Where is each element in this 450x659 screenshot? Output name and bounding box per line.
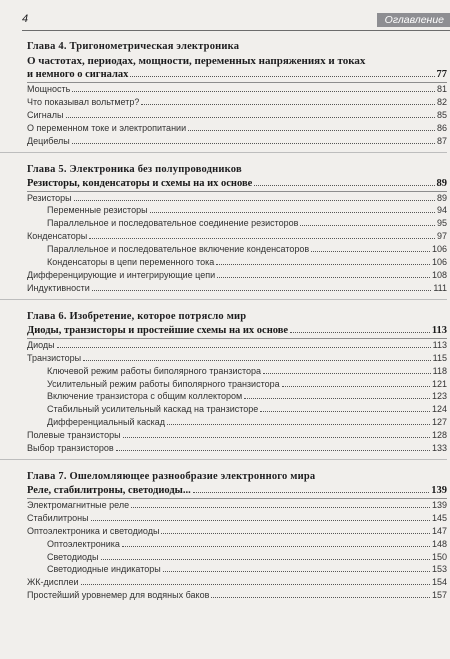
toc-entry[interactable]	[27, 499, 447, 512]
toc-entry[interactable]	[27, 269, 447, 282]
table-of-contents	[27, 40, 447, 602]
toc-subentry[interactable]	[27, 204, 447, 217]
chapter-section	[27, 459, 447, 602]
page-ref: 150	[431, 551, 447, 562]
toc-entry[interactable]	[27, 83, 447, 96]
header-rule	[22, 30, 450, 31]
page-ref: 86	[436, 122, 447, 133]
chapter-title: Диоды, транзисторы и простейшие схемы на их основе	[27, 324, 289, 336]
toc-entry[interactable]	[27, 230, 447, 243]
page-ref: 106	[431, 257, 447, 268]
entry-title: Децибелы	[27, 135, 70, 146]
leader-dots	[122, 546, 430, 547]
entry-title: Оптоэлектроника и светодиоды	[27, 525, 160, 536]
page-ref: 106	[431, 244, 447, 255]
section-separator	[0, 299, 447, 300]
chapter-section	[27, 299, 447, 455]
entry-title: Выбор транзисторов	[27, 443, 114, 454]
leader-dots	[130, 76, 434, 77]
toc-subentry[interactable]	[27, 378, 447, 391]
toc-entry[interactable]	[27, 352, 447, 365]
entry-title: Ключевой режим работы биполярного транзистора	[47, 365, 262, 376]
entry-title: Простейший уровнемер для водяных баков	[27, 590, 210, 601]
page-ref: 89	[436, 177, 447, 189]
page-ref: 147	[431, 525, 447, 536]
toc-entry[interactable]	[27, 339, 447, 352]
leader-dots	[57, 347, 431, 348]
toc-entry[interactable]	[27, 429, 447, 442]
page-number: 4	[22, 13, 29, 25]
leader-dots	[161, 533, 430, 534]
chapter-section	[27, 152, 447, 295]
leader-dots	[260, 411, 430, 412]
toc-subentry[interactable]	[27, 390, 447, 403]
page-ref: 154	[431, 577, 447, 588]
page-ref: 85	[436, 109, 447, 120]
section-separator	[0, 152, 447, 153]
page-ref: 87	[436, 135, 447, 146]
leader-dots	[123, 437, 430, 438]
toc-entry[interactable]	[27, 135, 447, 148]
leader-dots	[311, 251, 430, 252]
chapter-title: Реле, стабилитроны, светодиоды...	[27, 484, 191, 496]
entry-title: Включение транзистора с общим коллектором	[47, 391, 243, 402]
entry-title: Стабильный усилительный каскад на транзисторе	[47, 404, 259, 415]
toc-entry[interactable]	[27, 512, 447, 525]
leader-dots	[116, 450, 430, 451]
entry-title: Светодиодные индикаторы	[47, 564, 161, 575]
page-ref: 133	[431, 443, 447, 454]
entry-title: Светодиоды	[47, 551, 99, 562]
toc-subentry[interactable]	[27, 538, 447, 551]
entry-title: Дифференциальный каскад	[47, 417, 166, 428]
entry-title: Мощность	[27, 84, 71, 94]
page-ref: 145	[431, 512, 447, 523]
chapter-heading: Глава 6. Изобретение, которое потрясло мир	[27, 310, 247, 322]
page-ref: 127	[431, 417, 447, 428]
chapter-title-row[interactable]	[27, 484, 447, 498]
leader-dots	[83, 360, 431, 361]
page-ref: 128	[431, 430, 447, 441]
leader-dots	[92, 290, 432, 291]
page-ref: 82	[436, 96, 447, 107]
leader-dots	[81, 584, 430, 585]
entry-title: Усилительный режим работы биполярного транзистора	[47, 378, 280, 389]
chapter-section	[27, 40, 447, 148]
toc-entry[interactable]	[27, 96, 447, 109]
page-ref: 157	[431, 590, 447, 601]
leader-dots	[263, 373, 431, 374]
page-ref: 113	[431, 324, 447, 336]
toc-subentry[interactable]	[27, 403, 447, 416]
leader-dots	[290, 332, 430, 333]
entry-title: Сигналы	[27, 109, 64, 120]
entry-title: ЖК-дисплеи	[27, 577, 79, 588]
toc-entry[interactable]	[27, 109, 447, 122]
page-ref: 148	[431, 538, 447, 549]
chapter-title-row[interactable]	[27, 324, 447, 338]
section-separator	[0, 459, 447, 460]
entry-title: Электромагнитные реле	[27, 499, 130, 510]
leader-dots	[217, 277, 430, 278]
toc-subentry[interactable]	[27, 243, 447, 256]
page-ref: 139	[431, 499, 447, 510]
chapter-title: Резисторы, конденсаторы и схемы на их основе	[27, 177, 253, 189]
entry-title: Диоды	[27, 339, 55, 350]
leader-dots	[282, 386, 430, 387]
running-head: Оглавление	[377, 13, 450, 27]
entry-title: Конденсаторы в цепи переменного тока	[47, 257, 215, 268]
page-ref: 115	[432, 352, 447, 363]
leader-dots	[101, 559, 430, 560]
entry-title: О переменном токе и электропитании	[27, 122, 187, 133]
leader-dots	[89, 238, 435, 239]
entry-title: Переменные резисторы	[47, 205, 148, 216]
toc-subentry[interactable]	[27, 551, 447, 564]
page-ref: 108	[431, 269, 447, 280]
leader-dots	[163, 571, 430, 572]
leader-dots	[72, 143, 435, 144]
leader-dots	[193, 492, 430, 493]
page-ref: 113	[432, 339, 447, 350]
leader-dots	[150, 212, 435, 213]
entry-title: Параллельное и последовательное соединение резисторов	[47, 218, 299, 229]
chapter-heading: Глава 4. Тригонометрическая электроника	[27, 41, 240, 52]
entry-title: Дифференцирующие и интегрирующие цепи	[27, 269, 216, 280]
page-ref: 121	[431, 378, 447, 389]
page-ref: 97	[436, 231, 447, 242]
leader-dots	[72, 91, 435, 92]
toc-entry[interactable]	[27, 442, 447, 455]
toc-entry[interactable]	[27, 589, 447, 602]
toc-entry[interactable]	[27, 525, 447, 538]
entry-title: Транзисторы	[27, 352, 82, 363]
entry-title: Резисторы	[27, 192, 72, 203]
page-ref: 111	[433, 282, 447, 293]
chapter-title: и немного о сигналах	[27, 69, 129, 80]
toc-entry[interactable]	[27, 122, 447, 135]
page-ref: 118	[432, 365, 447, 376]
leader-dots	[141, 104, 435, 105]
leader-dots	[74, 200, 435, 201]
chapter-title-row[interactable]	[27, 177, 447, 191]
leader-dots	[188, 130, 435, 131]
page-ref: 95	[436, 218, 447, 229]
toc-entry[interactable]	[27, 576, 447, 589]
page-ref: 124	[431, 404, 447, 415]
leader-dots	[66, 117, 435, 118]
entry-title: Полевые транзисторы	[27, 430, 121, 441]
toc-entry[interactable]	[27, 192, 447, 205]
chapter-title-line: О частотах, периодах, мощности, переменных напряжениях и токах	[27, 55, 366, 67]
page-ref: 123	[431, 391, 447, 402]
page-ref: 153	[431, 564, 447, 575]
entry-title: Оптоэлектроника	[47, 538, 120, 549]
toc-subentry[interactable]	[27, 365, 447, 378]
toc-entry[interactable]	[27, 282, 447, 295]
leader-dots	[244, 398, 430, 399]
leader-dots	[300, 225, 435, 226]
toc-subentry[interactable]	[27, 563, 447, 576]
leader-dots	[167, 424, 430, 425]
toc-subentry[interactable]	[27, 416, 447, 429]
entry-title: Что показывал вольтметр?	[27, 96, 140, 107]
page-ref: 77	[436, 69, 447, 80]
toc-subentry[interactable]	[27, 217, 447, 230]
chapter-heading: Глава 5. Электроника без полупроводников	[27, 163, 242, 175]
page-ref: 139	[431, 484, 447, 496]
leader-dots	[216, 264, 430, 265]
entry-title: Конденсаторы	[27, 231, 88, 242]
entry-title: Индуктивности	[27, 282, 90, 293]
page-header	[22, 13, 450, 31]
leader-dots	[91, 520, 430, 521]
leader-dots	[211, 597, 430, 598]
page-ref: 94	[436, 205, 447, 216]
leader-dots	[131, 507, 430, 508]
chapter-heading: Глава 7. Ошеломляющее разнообразие электронного мира	[27, 470, 316, 482]
toc-subentry[interactable]	[27, 256, 447, 269]
page-ref: 81	[436, 84, 447, 94]
page-ref: 89	[436, 192, 447, 203]
leader-dots	[254, 185, 434, 186]
entry-title: Стабилитроны	[27, 512, 89, 523]
chapter-title-row[interactable]	[27, 68, 447, 82]
entry-title: Параллельное и последовательное включение конденсаторов	[47, 244, 310, 255]
